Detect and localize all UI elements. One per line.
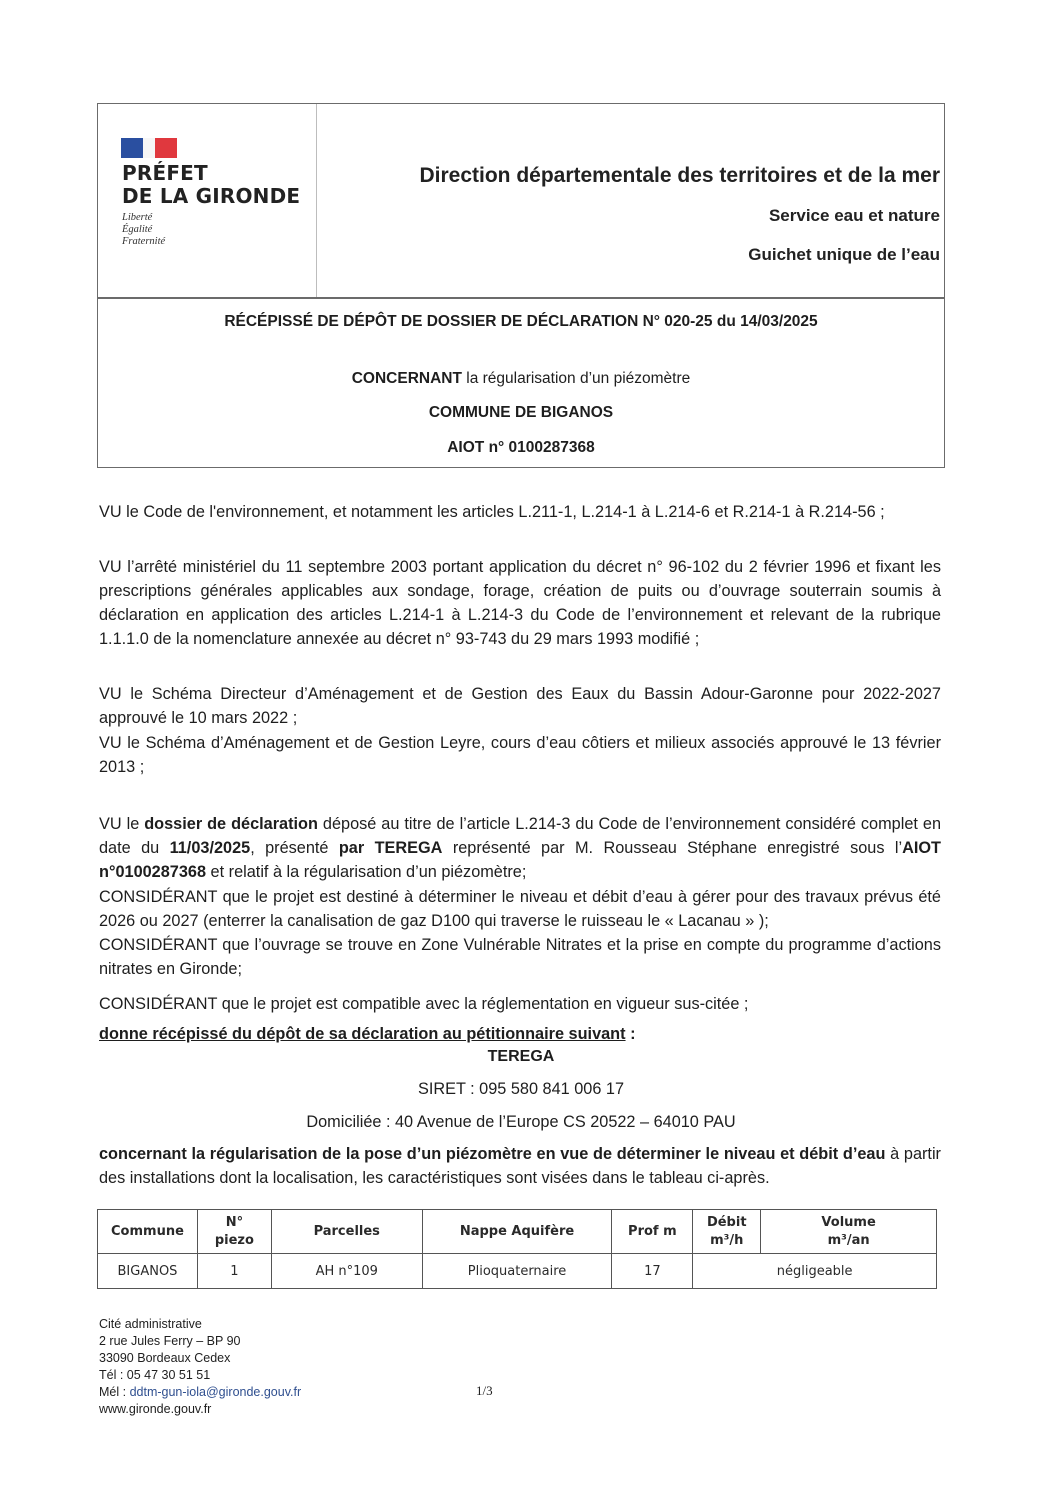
footer-line: Cité administrative (99, 1317, 202, 1331)
text: déposé au titre de l’article L.214-3 du Code de l’environnement considéré complet en date du (99, 815, 941, 857)
considerant-projet: CONSIDÉRANT que le projet est destiné à déterminer le niveau et débit d’eau à gérer pour des travaux prévus été 2026 ou 2027 (enterrer la canalisation de gaz D100 qui traverse le ruisseau le « Lacanau » ); (99, 888, 941, 930)
cell-commune: BIGANOS (98, 1254, 198, 1289)
republic-motto (122, 212, 165, 248)
considerant-compatible: CONSIDÉRANT que le projet est compatible avec la réglementation en vigueur sus-citée ; (99, 995, 749, 1013)
header-label: m³/an (827, 1232, 870, 1248)
cell-parcelles: AH n°109 (271, 1254, 422, 1289)
concernant-regularisation (99, 1142, 941, 1190)
aiot-line: AIOT n° 0100287368 (447, 439, 595, 456)
cell-debit-volume: négligeable (693, 1254, 937, 1289)
header-label: Nappe Aquifère (459, 1223, 575, 1239)
col-piezo (197, 1210, 271, 1254)
header-divider-horizontal (97, 297, 945, 299)
footer-mail-line (99, 1384, 301, 1401)
header-divider-vertical (316, 104, 317, 298)
petitioner-address: Domiciliée : 40 Avenue de l’Europe CS 20522 – 64010 PAU (306, 1113, 736, 1131)
footer-phone: Tél : 05 47 30 51 51 (99, 1368, 211, 1382)
motto-liberte: Liberté (122, 212, 153, 223)
vu-dossier-declaration (99, 812, 941, 884)
header-label: piezo (214, 1232, 254, 1248)
installation-table (97, 1209, 937, 1289)
col-volume (761, 1210, 937, 1254)
receipt-title: RÉCÉPISSÉ DE DÉPÔT DE DOSSIER DE DÉCLARATION N° 020-25 du 14/03/2025 (224, 313, 818, 330)
col-parcelles (271, 1210, 422, 1254)
page-number: 1/3 (476, 1383, 493, 1398)
vu-sdage: VU le Schéma Directeur d’Aménagement et de Gestion des Eaux du Bassin Adour-Garonne pour 2022-2027 approuvé le 10 mars 2022 ; (99, 685, 941, 727)
text: , présenté (250, 839, 339, 857)
vu-code-environnement: VU le Code de l'environnement, et notamment les articles L.211-1, L.214-1 à L.214-6 et R.214-1 à R.214-56 ; (99, 503, 885, 521)
completion-date: 11/03/2025 (169, 839, 251, 857)
header-label: Parcelles (313, 1223, 380, 1239)
col-debit (693, 1210, 761, 1254)
header-label: Volume (821, 1214, 876, 1230)
header-label: Débit (706, 1214, 747, 1230)
motto-egalite: Égalité (122, 224, 153, 235)
col-commune (98, 1210, 198, 1254)
footer-address (99, 1316, 301, 1418)
colon: : (625, 1025, 636, 1043)
col-nappe (422, 1210, 612, 1254)
guichet-name: Guichet unique de l’eau (748, 245, 940, 264)
concerning-keyword: CONCERNANT (351, 370, 462, 387)
commune-line: COMMUNE DE BIGANOS (428, 404, 614, 421)
concernant-rest: à partir des installations dont la localisation, les caractéristiques sont visées dans le tableau ci-après. (99, 1145, 941, 1187)
website-link[interactable]: www.gironde.gouv.fr (99, 1402, 212, 1416)
mail-label: Mél : (99, 1385, 130, 1399)
header-label: Prof m (628, 1223, 677, 1239)
donne-recepisse-text: donne récépissé du dépôt de sa déclaration au pétitionnaire suivant (99, 1025, 626, 1043)
marianne-flag-icon (121, 138, 177, 158)
col-prof (612, 1210, 693, 1254)
table-row (98, 1254, 937, 1289)
petitioner-siret: SIRET : 095 580 841 006 17 (417, 1080, 625, 1098)
vu-arrete-ministeriel: VU l’arrêté ministériel du 11 septembre 2003 portant application du décret n° 96-102 du 2 février 1996 et fixant les prescriptions générales applicables aux sondage, forage, création de puits ou d’ouvrage souterrain soumis à déclaration en application des articles L.214-1 à L.214-3 du Code de l’environnement et relevant de la rubrique 1.1.1.0 de la nomenclature annexée au décret n° 93-743 du 29 mars 1993 modifié ; (99, 558, 941, 648)
concernant-bold: concernant la régularisation de la pose d’un piézomètre en vue de déterminer le niveau et débit d’eau (99, 1145, 886, 1163)
donne-recepisse (99, 1022, 941, 1046)
cell-piezo: 1 (197, 1254, 271, 1289)
cell-prof: 17 (612, 1254, 693, 1289)
text: VU le (99, 815, 145, 833)
header-label: Commune (111, 1223, 184, 1239)
text: et relatif à la régularisation d’un piézomètre; (206, 863, 527, 881)
header-label: m³/h (710, 1232, 744, 1248)
cell-nappe: Plioquaternaire (422, 1254, 612, 1289)
aiot-ref: AIOT n°0100287368 (99, 839, 941, 881)
service-name: Service eau et nature (768, 206, 940, 225)
logo-line-1: PRÉFET (122, 161, 208, 185)
text-bold: dossier de déclaration (144, 815, 318, 833)
prefecture-logo-text (122, 162, 300, 208)
petitioner-name: TEREGA (487, 1048, 555, 1065)
motto-fraternite: Fraternité (122, 236, 166, 247)
concerning-line (97, 370, 945, 388)
logo-line-2: DE LA GIRONDE (122, 184, 301, 208)
concerning-subject: la régularisation d’un piézomètre (461, 370, 691, 387)
vu-sage-leyre: VU le Schéma d’Aménagement et de Gestion Leyre, cours d’eau côtiers et milieux associés approuvé le 13 février 2013 ; (99, 734, 941, 776)
considerant-zone-nitrates: CONSIDÉRANT que l’ouvrage se trouve en Zone Vulnérable Nitrates et la prise en compte du programme d’actions nitrates en Gironde; (99, 936, 941, 978)
footer-line: 2 rue Jules Ferry – BP 90 (99, 1334, 241, 1348)
text: représenté par M. Rousseau Stéphane enregistré sous l’ (442, 839, 903, 857)
mail-link[interactable]: ddtm-gun-iola@gironde.gouv.fr (129, 1385, 302, 1399)
petitioner-ref: par TEREGA (338, 839, 443, 857)
table-header-row (98, 1210, 937, 1254)
footer-line: 33090 Bordeaux Cedex (99, 1351, 231, 1365)
header-label: N° (225, 1214, 244, 1230)
direction-title: Direction départementale des territoires et de la mer (419, 164, 940, 187)
